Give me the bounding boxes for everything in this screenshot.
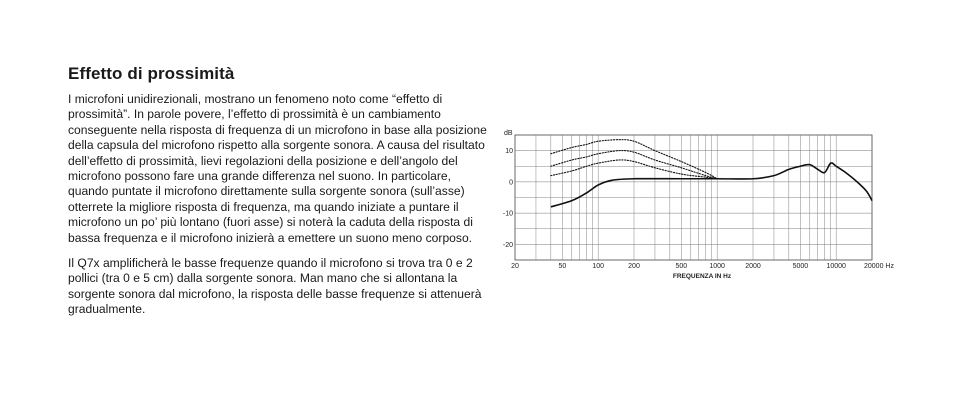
section-title: Effetto di prossimità <box>68 64 235 83</box>
x-tick-label: 2000 <box>745 263 761 270</box>
x-tick-label: 200 <box>628 263 640 270</box>
y-tick-label: 10 <box>505 148 513 156</box>
x-tick-label: 10000 <box>826 263 846 270</box>
text-column <box>68 64 488 328</box>
frequency-response-chart <box>500 126 910 286</box>
x-tick-label: 20000 Hz <box>864 263 894 270</box>
y-tick-label: -10 <box>502 210 513 218</box>
y-tick-label: 0 <box>509 179 513 187</box>
chart-grid <box>515 135 872 260</box>
x-tick-label: 50 <box>558 263 567 270</box>
x-tick-label: 5000 <box>792 263 809 270</box>
x-tick-label: 500 <box>675 263 688 270</box>
chart-svg <box>500 126 910 286</box>
series-line-response <box>551 163 872 207</box>
x-tick-label: 100 <box>592 263 605 270</box>
paragraph-1: I microfoni unidirezionali, mostrano un fenomeno noto come “effetto di prossimità”. In parole povere, l’effetto di prossimità è un cambiamento conseguente nella risposta di frequenza di un microfono in base alla posizione della capsula del microfono rispetto alla sorgente sonora. A causa del risultato dell’effetto di prossimità, lievi regolazioni della posizione e dell’angolo del microfono possono fare una grande differenza nel suono. In particolare, quando puntate il microfono direttamente sulla sorgente sonora (sull’asse) otterrete la migliore risposta di frequenza, ma quando iniziate a puntare il microfono un po’ più lontano (fuori asse) si noterà la caduta della risposta di bassa frequenza e il microfono inizierà a emettere un suono meno corposo. <box>68 92 487 245</box>
x-tick-label: 1000 <box>709 263 725 270</box>
chart-series <box>551 140 872 207</box>
y-axis-label: dB <box>504 130 513 137</box>
y-tick-label: -20 <box>502 241 513 249</box>
x-tick-label: 20 <box>511 263 519 270</box>
paragraph-2: Il Q7x amplificherà le basse frequenze quando il microfono si trova tra 0 e 2 pollici (tra 0 e 5 cm) dalla sorgente sonora. Man mano che si allontana la sorgente sonora dal microfono, la risposta delle basse frequenze si attenuerà gradualmente. <box>68 256 482 317</box>
x-axis-label: FREQUENZA IN Hz <box>672 273 732 280</box>
